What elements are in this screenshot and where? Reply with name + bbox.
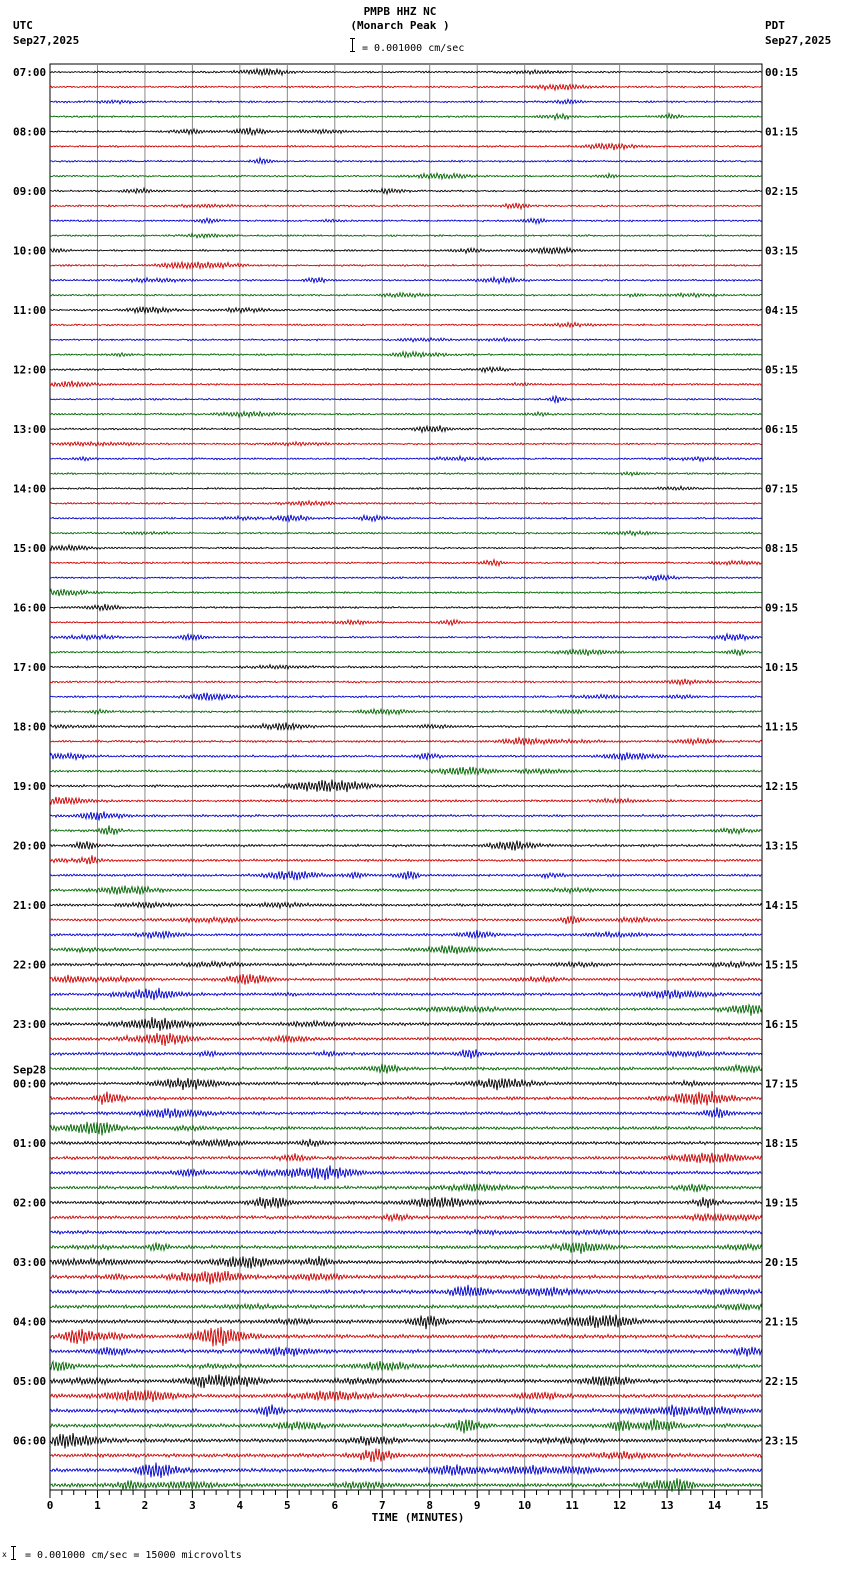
seismic-trace bbox=[50, 486, 762, 490]
seismic-trace bbox=[50, 1242, 762, 1254]
seismic-trace bbox=[50, 234, 762, 238]
seismic-trace bbox=[50, 1214, 762, 1222]
utc-hour-label: 15:00 bbox=[13, 542, 47, 555]
seismic-trace bbox=[50, 472, 762, 476]
footer-scale-marker: x bbox=[2, 1550, 7, 1559]
seismic-trace bbox=[50, 1017, 762, 1031]
seismic-trace bbox=[50, 826, 762, 835]
seismic-trace bbox=[50, 515, 762, 522]
left-date: Sep27,2025 bbox=[13, 34, 80, 47]
utc-hour-label: 18:00 bbox=[13, 720, 47, 734]
x-tick-label: 1 bbox=[94, 1499, 101, 1512]
pdt-hour-label: 17:15 bbox=[765, 1077, 799, 1091]
seismic-trace bbox=[50, 650, 762, 656]
utc-hour-label: 06:00 bbox=[13, 1434, 47, 1448]
right-timezone: PDT bbox=[765, 19, 785, 32]
pdt-hour-label: 10:15 bbox=[765, 661, 799, 674]
seismic-trace bbox=[50, 1033, 762, 1046]
pdt-hour-label: 18:15 bbox=[765, 1137, 799, 1150]
pdt-hour-label: 06:15 bbox=[765, 423, 799, 436]
seismic-trace bbox=[50, 1184, 762, 1192]
seismic-trace bbox=[50, 1064, 762, 1074]
seismic-trace bbox=[50, 1433, 762, 1448]
seismic-trace bbox=[50, 307, 762, 314]
pdt-hour-label: 03:15 bbox=[765, 244, 799, 258]
pdt-hour-label: 05:15 bbox=[765, 363, 799, 377]
seismic-trace bbox=[50, 84, 762, 90]
x-tick-label: 10 bbox=[518, 1499, 532, 1512]
seismic-trace bbox=[50, 114, 762, 120]
seismic-trace bbox=[50, 1153, 762, 1163]
x-tick-label: 6 bbox=[331, 1499, 339, 1512]
footer-scale-bar-icon bbox=[13, 1546, 14, 1560]
seismic-trace bbox=[50, 1005, 762, 1016]
seismic-trace bbox=[50, 173, 762, 179]
seismic-trace bbox=[50, 988, 762, 1000]
seismic-trace bbox=[50, 322, 762, 327]
pdt-hour-label: 02:15 bbox=[765, 185, 799, 198]
seismic-trace bbox=[50, 797, 762, 804]
pdt-hour-label: 09:15 bbox=[765, 601, 799, 615]
footer-scale-bar-top-cap bbox=[11, 1546, 16, 1547]
right-date: Sep27,2025 bbox=[765, 34, 832, 47]
seismic-trace bbox=[50, 886, 762, 895]
seismic-trace bbox=[50, 962, 762, 968]
x-tick-label: 12 bbox=[612, 1499, 627, 1512]
pdt-hour-label: 14:15 bbox=[765, 899, 799, 912]
utc-hour-label: 21:00 bbox=[13, 899, 47, 912]
pdt-hour-label: 11:15 bbox=[765, 720, 799, 734]
seismic-trace bbox=[50, 902, 762, 908]
seismic-trace bbox=[50, 68, 762, 75]
x-tick-label: 9 bbox=[473, 1499, 481, 1512]
seismic-trace bbox=[50, 1285, 762, 1297]
seismic-trace bbox=[50, 589, 762, 596]
seismic-trace bbox=[50, 812, 762, 821]
utc-hour-label: 09:00 bbox=[13, 185, 47, 198]
pdt-hour-label: 20:15 bbox=[765, 1256, 799, 1269]
utc-hour-label: 07:00 bbox=[13, 66, 47, 79]
seismic-trace bbox=[50, 531, 762, 536]
seismic-trace bbox=[50, 916, 762, 924]
utc-hour-label: 00:00 bbox=[13, 1077, 47, 1091]
utc-hour-label: 20:00 bbox=[13, 839, 47, 853]
seismic-trace bbox=[50, 1418, 762, 1433]
pdt-hour-label: 19:15 bbox=[765, 1196, 799, 1210]
seismic-trace bbox=[50, 634, 762, 641]
seismic-trace bbox=[50, 143, 762, 150]
seismic-trace bbox=[50, 158, 762, 164]
x-tick-label: 14 bbox=[707, 1499, 722, 1512]
seismic-trace bbox=[50, 722, 762, 730]
utc-date-change-label: Sep28 bbox=[13, 1063, 47, 1077]
pdt-hour-label: 16:15 bbox=[765, 1018, 799, 1031]
pdt-hour-label: 00:15 bbox=[765, 66, 799, 79]
utc-hour-label: 02:00 bbox=[13, 1196, 47, 1210]
pdt-hour-label: 08:15 bbox=[765, 542, 799, 555]
seismic-trace bbox=[50, 367, 762, 372]
seismic-trace bbox=[50, 1374, 762, 1388]
seismic-trace bbox=[50, 974, 762, 985]
utc-hour-label: 13:00 bbox=[13, 423, 47, 436]
seismic-trace bbox=[50, 1078, 762, 1090]
seismic-trace bbox=[50, 1165, 762, 1180]
seismic-trace bbox=[50, 930, 762, 938]
seismic-trace bbox=[50, 1304, 762, 1311]
utc-hour-label: 10:00 bbox=[13, 244, 47, 258]
utc-hour-label: 01:00 bbox=[13, 1137, 47, 1150]
seismic-trace bbox=[50, 381, 762, 387]
seismic-trace bbox=[50, 396, 762, 403]
seismic-trace bbox=[50, 277, 762, 283]
seismic-trace bbox=[50, 188, 762, 194]
seismic-trace bbox=[50, 545, 762, 550]
seismic-trace bbox=[50, 1230, 762, 1235]
seismic-trace bbox=[50, 1271, 762, 1284]
seismic-trace bbox=[50, 1256, 762, 1269]
seismic-trace bbox=[50, 425, 762, 432]
pdt-hour-label: 07:15 bbox=[765, 482, 799, 496]
utc-hour-label: 17:00 bbox=[13, 661, 47, 674]
seismic-trace bbox=[50, 1463, 762, 1478]
x-axis-label: TIME (MINUTES) bbox=[371, 1511, 465, 1524]
x-tick-label: 11 bbox=[565, 1499, 579, 1512]
seismic-trace bbox=[50, 871, 762, 880]
pdt-hour-label: 21:15 bbox=[765, 1315, 799, 1329]
seismic-trace bbox=[50, 128, 762, 135]
utc-hour-label: 19:00 bbox=[13, 780, 47, 793]
seismic-trace bbox=[50, 501, 762, 506]
seismic-trace bbox=[50, 1347, 762, 1357]
seismic-trace bbox=[50, 262, 762, 269]
utc-hour-label: 08:00 bbox=[13, 125, 47, 139]
utc-hour-label: 11:00 bbox=[13, 304, 47, 317]
utc-hour-label: 23:00 bbox=[13, 1018, 47, 1031]
scale-text: = 0.001000 cm/sec bbox=[362, 43, 465, 54]
seismic-trace bbox=[50, 1091, 762, 1106]
seismic-trace bbox=[50, 780, 762, 793]
seismic-trace bbox=[50, 575, 762, 581]
seismic-trace bbox=[50, 620, 762, 625]
x-tick-label: 3 bbox=[189, 1499, 196, 1512]
pdt-hour-label: 04:15 bbox=[765, 304, 799, 317]
x-tick-label: 0 bbox=[46, 1499, 54, 1512]
seismic-trace bbox=[50, 456, 762, 461]
utc-hour-label: 12:00 bbox=[13, 363, 47, 377]
seismic-trace bbox=[50, 855, 762, 864]
station-location: (Monarch Peak ) bbox=[350, 19, 450, 32]
seismic-trace bbox=[50, 203, 762, 209]
seismic-trace bbox=[50, 338, 762, 342]
x-tick-label: 8 bbox=[426, 1499, 434, 1512]
x-tick-label: 5 bbox=[284, 1499, 291, 1512]
utc-hour-label: 04:00 bbox=[13, 1315, 47, 1329]
seismic-trace bbox=[50, 1315, 762, 1330]
footer-scale-text: = 0.001000 cm/sec = 15000 microvolts bbox=[25, 1550, 242, 1561]
seismic-trace bbox=[50, 752, 762, 760]
utc-hour-label: 16:00 bbox=[13, 601, 47, 615]
pdt-hour-label: 13:15 bbox=[765, 839, 799, 853]
seismic-trace bbox=[50, 1361, 762, 1371]
pdt-hour-label: 01:15 bbox=[765, 125, 799, 139]
seismic-trace bbox=[50, 1448, 762, 1461]
utc-hour-label: 05:00 bbox=[13, 1375, 47, 1388]
utc-hour-label: 14:00 bbox=[13, 482, 47, 496]
seismic-trace bbox=[50, 442, 762, 446]
seismic-trace bbox=[50, 293, 762, 298]
seismic-trace bbox=[50, 767, 762, 775]
seismic-trace bbox=[50, 352, 762, 358]
seismic-trace bbox=[50, 99, 762, 104]
seismic-trace bbox=[50, 1327, 762, 1347]
utc-hour-label: 03:00 bbox=[13, 1256, 47, 1269]
x-tick-label: 7 bbox=[378, 1499, 386, 1512]
x-tick-label: 2 bbox=[141, 1499, 149, 1512]
seismic-trace bbox=[50, 218, 762, 223]
seismic-trace bbox=[50, 945, 762, 954]
x-tick-label: 13 bbox=[660, 1499, 674, 1512]
seismic-trace bbox=[50, 560, 762, 566]
utc-hour-label: 22:00 bbox=[13, 958, 47, 972]
seismic-trace bbox=[50, 1139, 762, 1147]
seismic-trace bbox=[50, 679, 762, 685]
seismic-trace bbox=[50, 665, 762, 669]
seismic-trace bbox=[50, 412, 762, 417]
seismic-trace bbox=[50, 247, 762, 254]
footer-scale-bar-bottom-cap bbox=[11, 1559, 16, 1560]
pdt-hour-label: 23:15 bbox=[765, 1434, 799, 1448]
pdt-hour-label: 22:15 bbox=[765, 1375, 799, 1388]
seismic-trace bbox=[50, 1405, 762, 1417]
x-tick-label: 4 bbox=[236, 1499, 244, 1512]
left-timezone: UTC bbox=[13, 19, 33, 32]
seismic-trace bbox=[50, 738, 762, 746]
seismic-trace bbox=[50, 1107, 762, 1118]
seismic-trace bbox=[50, 1122, 762, 1136]
seismic-trace bbox=[50, 693, 762, 701]
seismic-trace bbox=[50, 1390, 762, 1402]
pdt-hour-label: 15:15 bbox=[765, 958, 799, 972]
x-tick-label: 15 bbox=[755, 1499, 769, 1512]
seismic-trace bbox=[50, 709, 762, 714]
seismic-trace bbox=[50, 604, 762, 610]
station-title: PMPB HHZ NC bbox=[363, 5, 437, 18]
seismic-trace bbox=[50, 1049, 762, 1058]
pdt-hour-label: 12:15 bbox=[765, 780, 799, 793]
seismic-trace bbox=[50, 1197, 762, 1209]
seismic-trace bbox=[50, 841, 762, 851]
